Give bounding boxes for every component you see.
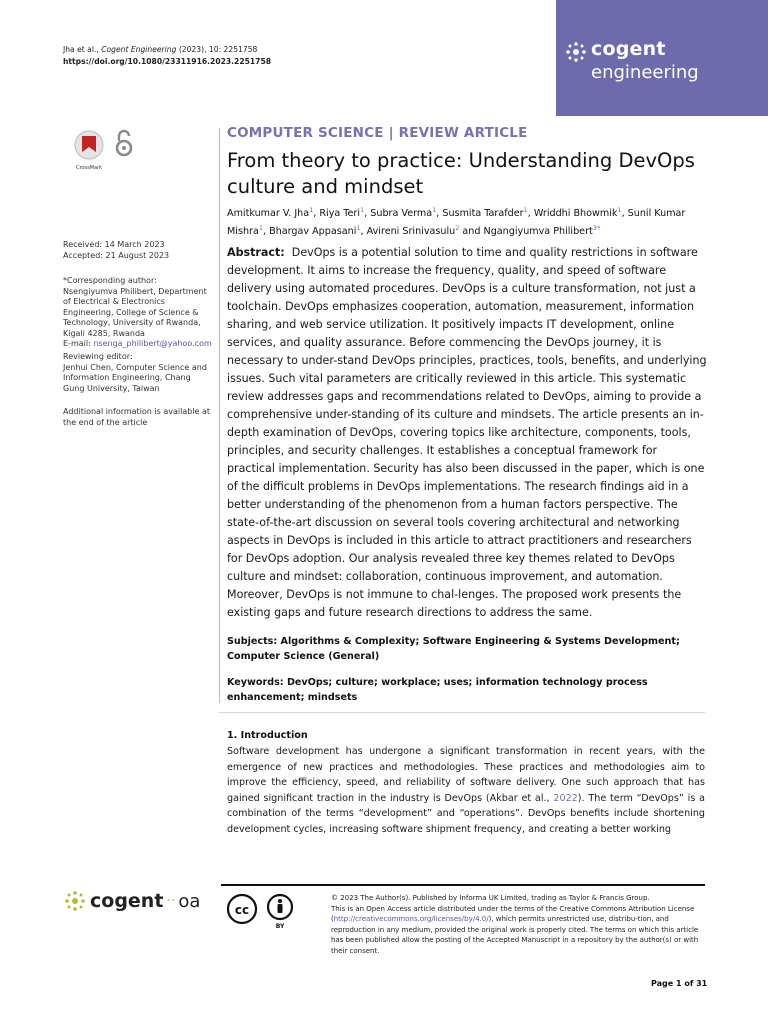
editor-label: Reviewing editor:	[63, 352, 133, 361]
crossmark-label: CrossMark	[75, 165, 103, 171]
crossmark-icon	[74, 130, 104, 160]
abstract-text: DevOps is a potential solution to time and quality restrictions in software development. It aims to increase the frequency, quality, and speed of software delivery using automated procedures. DevOps is a culture transformation, not just a toolchain. DevOps emphasizes cooperation, automation, measurement, information sharing, and web service utilization. It positively impacts IT development, online services, and quality assurance. Before commencing the DevOps journey, it is necessary to under-stand DevOps principles, practices, tools, benefits, and underlying issues. Such vital parameters are critically reviewed in this article. This systematic review addresses gaps and recommendations related to DevOps, aiming to provide a comprehensive under-standing of its culture and mindsets. The article presents an in-depth examination of DevOps, covering topics like architecture, components, tools, principles, and security challenges. It establishes a conceptual framework for practical implementation. Security has also been discussed in the paper, which is one of the difficult problems in DevOps implementations. The research findings aid in a better understanding of the phenomenon from a human factors perspective. The state-of-the-art discussion on several tools covering architectural and networking aspects in DevOps is included in this article to attract practitioners and researchers for DevOps adoption. Our analysis revealed three key themes related to DevOps culture and mindset: collaboration, continuous improvement, and automation. Moreover, DevOps is not immune to chal-lenges. The proposed work presents the existing gaps and future research directions to address the same.	[227, 246, 707, 619]
dates-block	[63, 240, 213, 261]
attribution-icon	[264, 893, 296, 929]
brand-word-engineering: engineering	[591, 62, 699, 83]
copyright-line: © 2023 The Author(s). Published by Informa UK Limited, trading as Taylor & Francis Group.	[331, 894, 650, 902]
citation-ref-link[interactable]: 2022	[553, 792, 578, 804]
author[interactable]: Avireni Srinivasulu$^2$	[366, 224, 460, 238]
author[interactable]: Bhargav Appasani$^1$	[269, 224, 361, 238]
cogent-star-icon	[565, 41, 587, 63]
article-title: From theory to practice: Understanding DevOps culture and mindset	[227, 149, 695, 198]
citation-volume: (2023), 10: 2251758	[176, 45, 258, 54]
citation-line	[63, 44, 271, 56]
abstract	[227, 244, 707, 622]
cogent-star-icon	[64, 890, 86, 912]
creative-commons-icon	[226, 893, 258, 925]
additional-info: Additional information is available at the end of the article	[63, 407, 211, 427]
page-number: Page 1 of 31	[651, 979, 708, 988]
author[interactable]: Riya Teri$^1$	[319, 206, 365, 220]
citation-authors: Jha et al.,	[63, 45, 102, 54]
author-list: Amitkumar V. Jha$^1$, Riya Teri$^1$, Subra Verma$^1$, Susmita Tarafder$^1$, Wriddhi Bhowmik$^1$, Sunil Kumar Mishra$^1$, Bhargav Appasani$^1$, Avireni Srinivasulu$^2$ and Ngangiyumva Philibert$^{3*}$	[227, 206, 686, 238]
cc-by-label: BY	[275, 923, 285, 929]
corresponding-text: *Corresponding author: Nsengiyumva Philibert, Department of Electrical & Electronics Engineering, College of Science & Technology, University of Rwanda, Kigali 4285, Rwanda	[63, 276, 207, 338]
author[interactable]: Subra Verma$^1$	[370, 206, 437, 220]
divider	[219, 712, 705, 713]
cogent-oa-logo[interactable]	[64, 890, 200, 912]
doi-link[interactable]: https://doi.org/10.1080/23311916.2023.2251758	[63, 57, 272, 66]
footer-rule	[221, 884, 705, 886]
crossmark-badge[interactable]	[72, 130, 106, 171]
column-divider	[219, 128, 220, 703]
brand-word-cogent: cogent	[591, 38, 666, 60]
email-line: E-mail: nsenga_philibert@yahoo.com	[63, 339, 212, 348]
author[interactable]: Sunil Kumar Mishra$^1$	[227, 208, 686, 238]
received-date: Received: 14 March 2023	[63, 240, 165, 249]
intro-heading: 1. Introduction	[227, 730, 308, 741]
license-text	[331, 893, 711, 956]
logo-word-cogent: cogent	[90, 890, 164, 912]
citation-block	[63, 44, 271, 68]
keywords: Keywords: DevOps; culture; workplace; uses; information technology process enhancement; mindsets	[227, 677, 648, 703]
editor-text: Jenhui Chen, Computer Science and Information Engineering, Chang Gung University, Taiwan	[63, 362, 207, 393]
license-paragraph: This is an Open Access article distributed under the terms of the Creative Commons Attribution License (http://creativecommons.org/licenses/by/4.0/), which permits unrestricted use, distribu-tion, and reproduction in any medium, provided the original work is properly cited. The terms on which this article has been published allow the posting of the Accepted Manuscript in a repository by the author(s) or with their consent.	[331, 904, 699, 955]
corresponding-author	[63, 276, 213, 350]
open-access-icon	[114, 128, 134, 158]
author[interactable]: Ngangiyumva Philibert$^{3*}$	[483, 224, 601, 238]
logo-dots: ··	[166, 893, 176, 909]
logo-word-oa: oa	[178, 890, 201, 912]
abstract-label: Abstract:	[227, 246, 285, 259]
intro-paragraph: Software development has undergone a significant transformation in recent years, with the emergence of new practices and methodologies. These practices and methodologies aim to improve the efficiency, speed, and reliability of software delivery. One such approach that has gained significant traction in the industry is DevOps (Akbar et al., 2022). The term “DevOps” is a combination of the terms “development” and “operations”. DevOps benefits include shortening development cycles, increasing software shipment frequency, and creating a better working	[227, 746, 705, 835]
reviewing-editor	[63, 352, 213, 394]
license-link[interactable]: http://creativecommons.org/licenses/by/4.0/	[333, 915, 489, 923]
author[interactable]: Wriddhi Bhowmik$^1$	[533, 206, 622, 220]
section-tag: COMPUTER SCIENCE | REVIEW ARTICLE	[227, 125, 528, 141]
citation-journal: Cogent Engineering	[101, 45, 177, 54]
email-link[interactable]: nsenga_philibert@yahoo.com	[93, 339, 212, 348]
cc-license-icons[interactable]	[226, 893, 296, 929]
accepted-date: Accepted: 21 August 2023	[63, 250, 170, 260]
author[interactable]: Amitkumar V. Jha$^1$	[227, 206, 314, 220]
svg-text:cc: cc	[234, 903, 250, 917]
subjects: Subjects: Algorithms & Complexity; Software Engineering & Systems Development; Computer Science (General)	[227, 636, 680, 662]
journal-brand[interactable]	[556, 0, 768, 116]
author[interactable]: Susmita Tarafder$^1$	[442, 206, 528, 220]
